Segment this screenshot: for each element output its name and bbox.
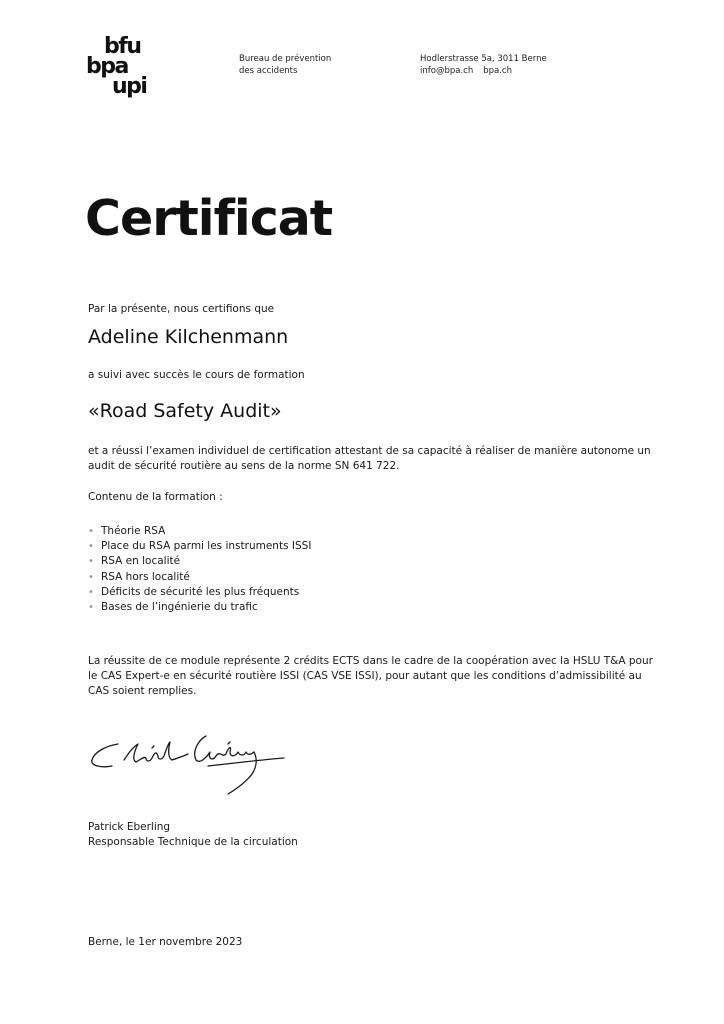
list-item (88, 585, 311, 600)
address-line: Hodlerstrasse 5a, 3011 Berne (420, 54, 547, 64)
certificate-title: Certificat (85, 190, 333, 247)
signer-role: Responsable Technique de la circulation (88, 836, 298, 848)
organization-name (239, 53, 331, 77)
bullet-icon: • (88, 586, 94, 598)
list-item (88, 554, 311, 569)
email-link[interactable]: info@bpa.ch (420, 66, 474, 76)
org-line-2: des accidents (239, 66, 298, 76)
topic-label: Déficits de sécurité les plus fréquents (101, 585, 300, 598)
logo-line-bpa: bpa (86, 54, 128, 79)
bpa-logo (86, 34, 147, 99)
recipient-name: Adeline Kilchenmann (88, 326, 289, 348)
topic-label: Place du RSA parmi les instruments ISSI (101, 540, 312, 553)
handwritten-signature (88, 730, 288, 810)
list-item (88, 570, 311, 585)
topics-list (88, 524, 311, 615)
signer-block (88, 820, 298, 850)
bullet-icon: • (88, 556, 94, 568)
list-item (88, 539, 311, 554)
list-item (88, 524, 311, 539)
topic-label: RSA en localité (101, 555, 181, 568)
signer-name: Patrick Eberling (88, 821, 171, 833)
bullet-icon: • (88, 571, 94, 583)
topic-label: Bases de l’ingénierie du trafic (101, 601, 258, 614)
place-date: Berne, le 1er novembre 2023 (88, 936, 243, 948)
logo-line-upi: upi (112, 74, 147, 99)
list-item (88, 600, 311, 615)
org-line-1: Bureau de prévention (239, 54, 332, 64)
logo-line-bfu: bfu (104, 34, 141, 59)
content-heading: Contenu de la formation : (88, 491, 223, 503)
bullet-icon: • (88, 602, 94, 614)
website-link[interactable]: bpa.ch (483, 66, 512, 76)
bullet-icon: • (88, 541, 94, 553)
topic-label: Théorie RSA (101, 525, 166, 537)
bullet-icon: • (88, 526, 94, 537)
intro-text: Par la présente, nous certifions que (88, 303, 275, 315)
contact-line (420, 65, 547, 77)
exam-text: et a réussi l’examen individuel de certification attestant de sa capacité à réaliser de manière autonome un audit de sécurité routière au sens de la norme SN 641 722. (88, 445, 651, 472)
completed-text: a suivi avec succès le cours de formation (88, 369, 305, 381)
credits-text: La réussite de ce module représente 2 crédits ECTS dans le cadre de la coopération avec la HSLU T&A pour le CAS Expert-e en sécurité routière ISSI (CAS VSE ISSI), pour autant que les conditions d’admissibilité au CAS soient remplies. (88, 655, 653, 697)
course-name: «Road Safety Audit» (88, 400, 282, 422)
topic-label: RSA hors localité (101, 570, 190, 583)
organization-address (420, 53, 547, 77)
